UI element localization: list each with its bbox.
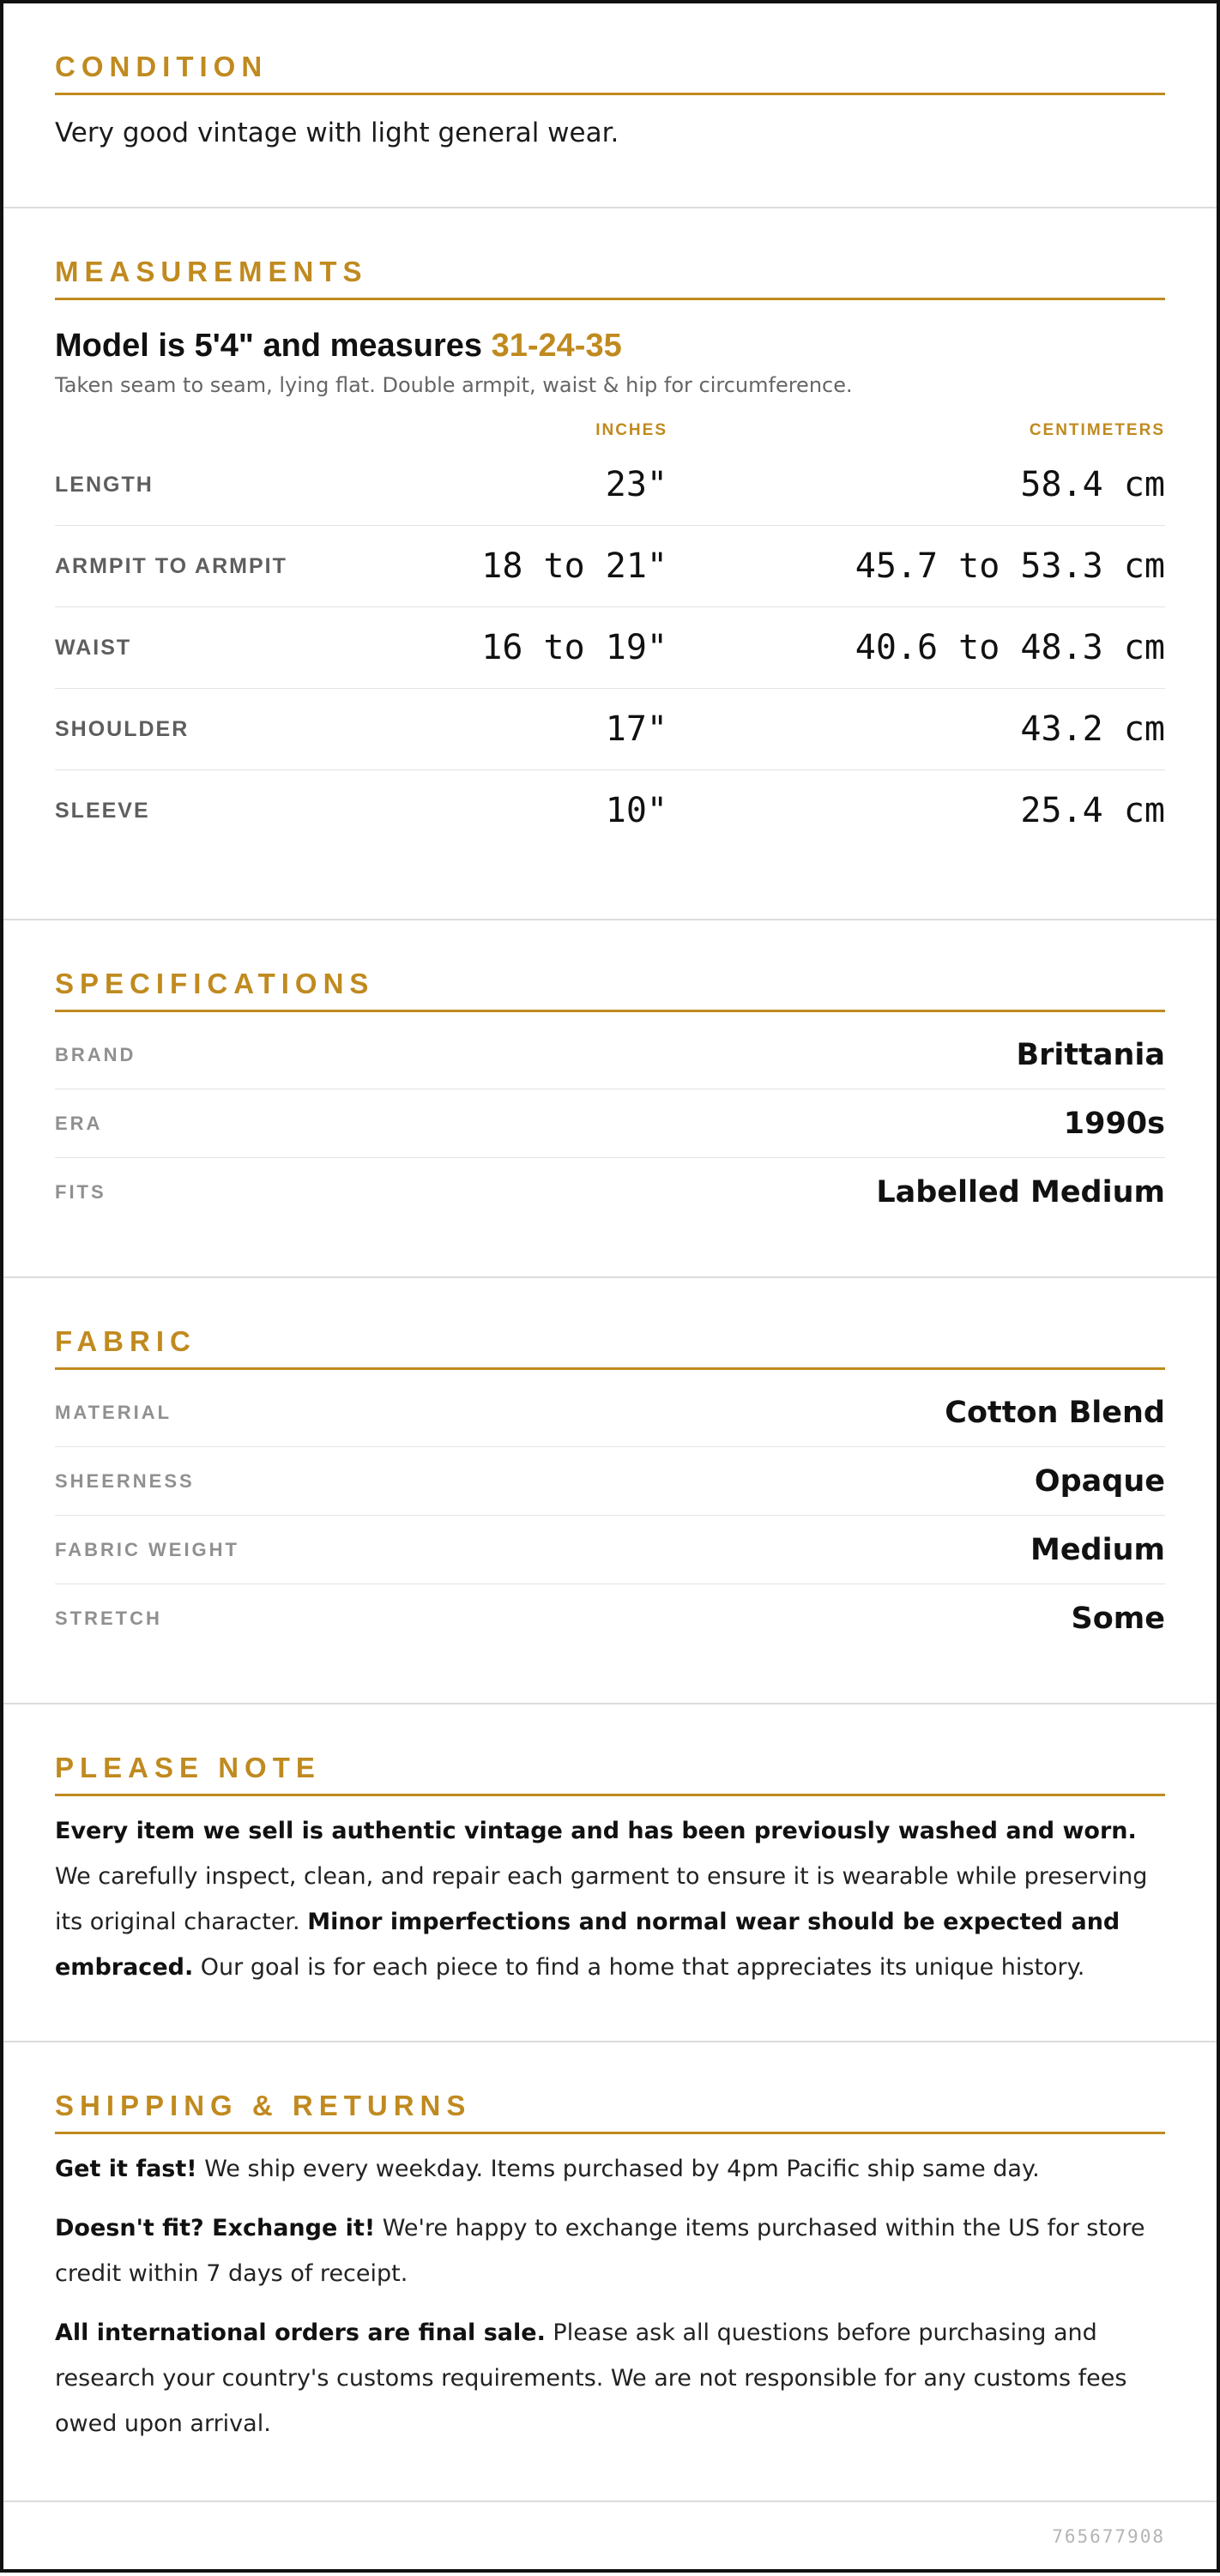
shipping-paragraph-exchange [55, 2205, 1165, 2296]
please-note-section [3, 1704, 1217, 2042]
spec-value: 1990s [1063, 1106, 1165, 1141]
spec-row-era [55, 1089, 1165, 1158]
sku-number: 765677908 [1052, 2526, 1165, 2547]
spec-label: FITS [55, 1180, 106, 1203]
measurement-inches: 23" [605, 465, 667, 504]
spec-label: ERA [55, 1112, 103, 1134]
measurement-cm: 58.4 cm [1020, 465, 1165, 504]
measurement-inches: 17" [605, 709, 667, 749]
shipping-heading: SHIPPING & RETURNS [55, 2089, 1165, 2134]
measurement-cm: 45.7 to 53.3 cm [855, 546, 1165, 586]
model-stats: 31-24-35 [491, 328, 622, 364]
measurement-row-sleeve [55, 770, 1165, 851]
condition-section [3, 3, 1217, 208]
shipping-paragraph-fast [55, 2146, 1165, 2192]
condition-heading: CONDITION [55, 50, 1165, 95]
measurement-cm: 43.2 cm [1020, 709, 1165, 749]
spec-row-brand [55, 1021, 1165, 1089]
fabric-row-material [55, 1378, 1165, 1447]
note-text-2: Our goal is for each piece to find a home that appreciates its unique history. [193, 1954, 1085, 1981]
measurements-section [3, 208, 1217, 920]
condition-text: Very good vintage with light general wear. [55, 118, 619, 148]
measurement-label: SLEEVE [55, 798, 150, 823]
measurement-row-shoulder [55, 689, 1165, 770]
model-line [55, 300, 1165, 365]
note-bold-2: Minor imperfections and normal wear should be expected and embraced. [55, 1909, 1120, 1981]
specifications-section [3, 920, 1217, 1278]
measurement-row-waist [55, 607, 1165, 689]
note-paragraph [55, 1808, 1165, 1990]
measurement-cm: 40.6 to 48.3 cm [855, 628, 1165, 667]
fabric-section [3, 1278, 1217, 1704]
footer [3, 2502, 1217, 2576]
fabric-heading: FABRIC [55, 1324, 1165, 1370]
spec-value: Medium [1030, 1532, 1165, 1567]
shipping-text: We ship every weekday. Items purchased by 4pm Pacific ship same day. [196, 2156, 1040, 2182]
fabric-row-stretch [55, 1584, 1165, 1652]
spec-label: MATERIAL [55, 1401, 172, 1423]
measurement-label: ARMPIT TO ARMPIT [55, 553, 287, 578]
measurement-note: Taken seam to seam, lying flat. Double armpit, waist & hip for circumference. [55, 373, 853, 397]
measurement-header [55, 417, 1165, 444]
shipping-text: We're happy to exchange items purchased within the US for store credit within 7 days of receipt. [55, 2215, 1145, 2287]
spec-value: Brittania [1016, 1037, 1165, 1072]
centimeters-column-header: CENTIMETERS [1029, 421, 1165, 439]
measurement-inches: 10" [605, 791, 667, 830]
measurement-inches: 16 to 19" [481, 628, 667, 667]
please-note-heading: PLEASE NOTE [55, 1751, 1165, 1796]
spec-value: Labelled Medium [876, 1174, 1165, 1210]
inches-column-header: INCHES [595, 421, 667, 439]
measurements-heading: MEASUREMENTS [55, 255, 1165, 300]
spec-value: Opaque [1034, 1463, 1165, 1499]
measurement-inches: 18 to 21" [481, 546, 667, 586]
measurement-row-armpit [55, 526, 1165, 607]
measurement-label: SHOULDER [55, 716, 190, 741]
shipping-paragraph-international [55, 2310, 1165, 2446]
measurement-row-length [55, 444, 1165, 526]
model-prefix: Model is 5'4" and measures [55, 328, 492, 364]
shipping-bold: All international orders are final sale. [55, 2320, 546, 2346]
specifications-heading: SPECIFICATIONS [55, 967, 1165, 1012]
shipping-bold: Doesn't fit? Exchange it! [55, 2215, 376, 2241]
fabric-row-weight [55, 1516, 1165, 1584]
spec-value: Cotton Blend [945, 1395, 1165, 1430]
spec-row-fits [55, 1158, 1165, 1226]
shipping-text: Please ask all questions before purchasing and research your country's customs requirements. We are not responsible for any customs fees owed upon arrival. [55, 2320, 1127, 2437]
shipping-bold: Get it fast! [55, 2156, 197, 2182]
note-text-1: We carefully inspect, clean, and repair each garment to ensure it is wearable while preserving its original character. [55, 1863, 1148, 1935]
spec-label: FABRIC WEIGHT [55, 1538, 239, 1560]
shipping-section [3, 2042, 1217, 2502]
spec-label: SHEERNESS [55, 1469, 195, 1492]
spec-label: STRETCH [55, 1607, 162, 1629]
measurement-label: LENGTH [55, 472, 154, 497]
spec-label: BRAND [55, 1043, 136, 1065]
note-bold-1: Every item we sell is authentic vintage and has been previously washed and worn. [55, 1818, 1137, 1844]
measurement-label: WAIST [55, 635, 132, 660]
fabric-row-sheerness [55, 1447, 1165, 1516]
spec-value: Some [1071, 1601, 1165, 1636]
measurement-cm: 25.4 cm [1020, 791, 1165, 830]
